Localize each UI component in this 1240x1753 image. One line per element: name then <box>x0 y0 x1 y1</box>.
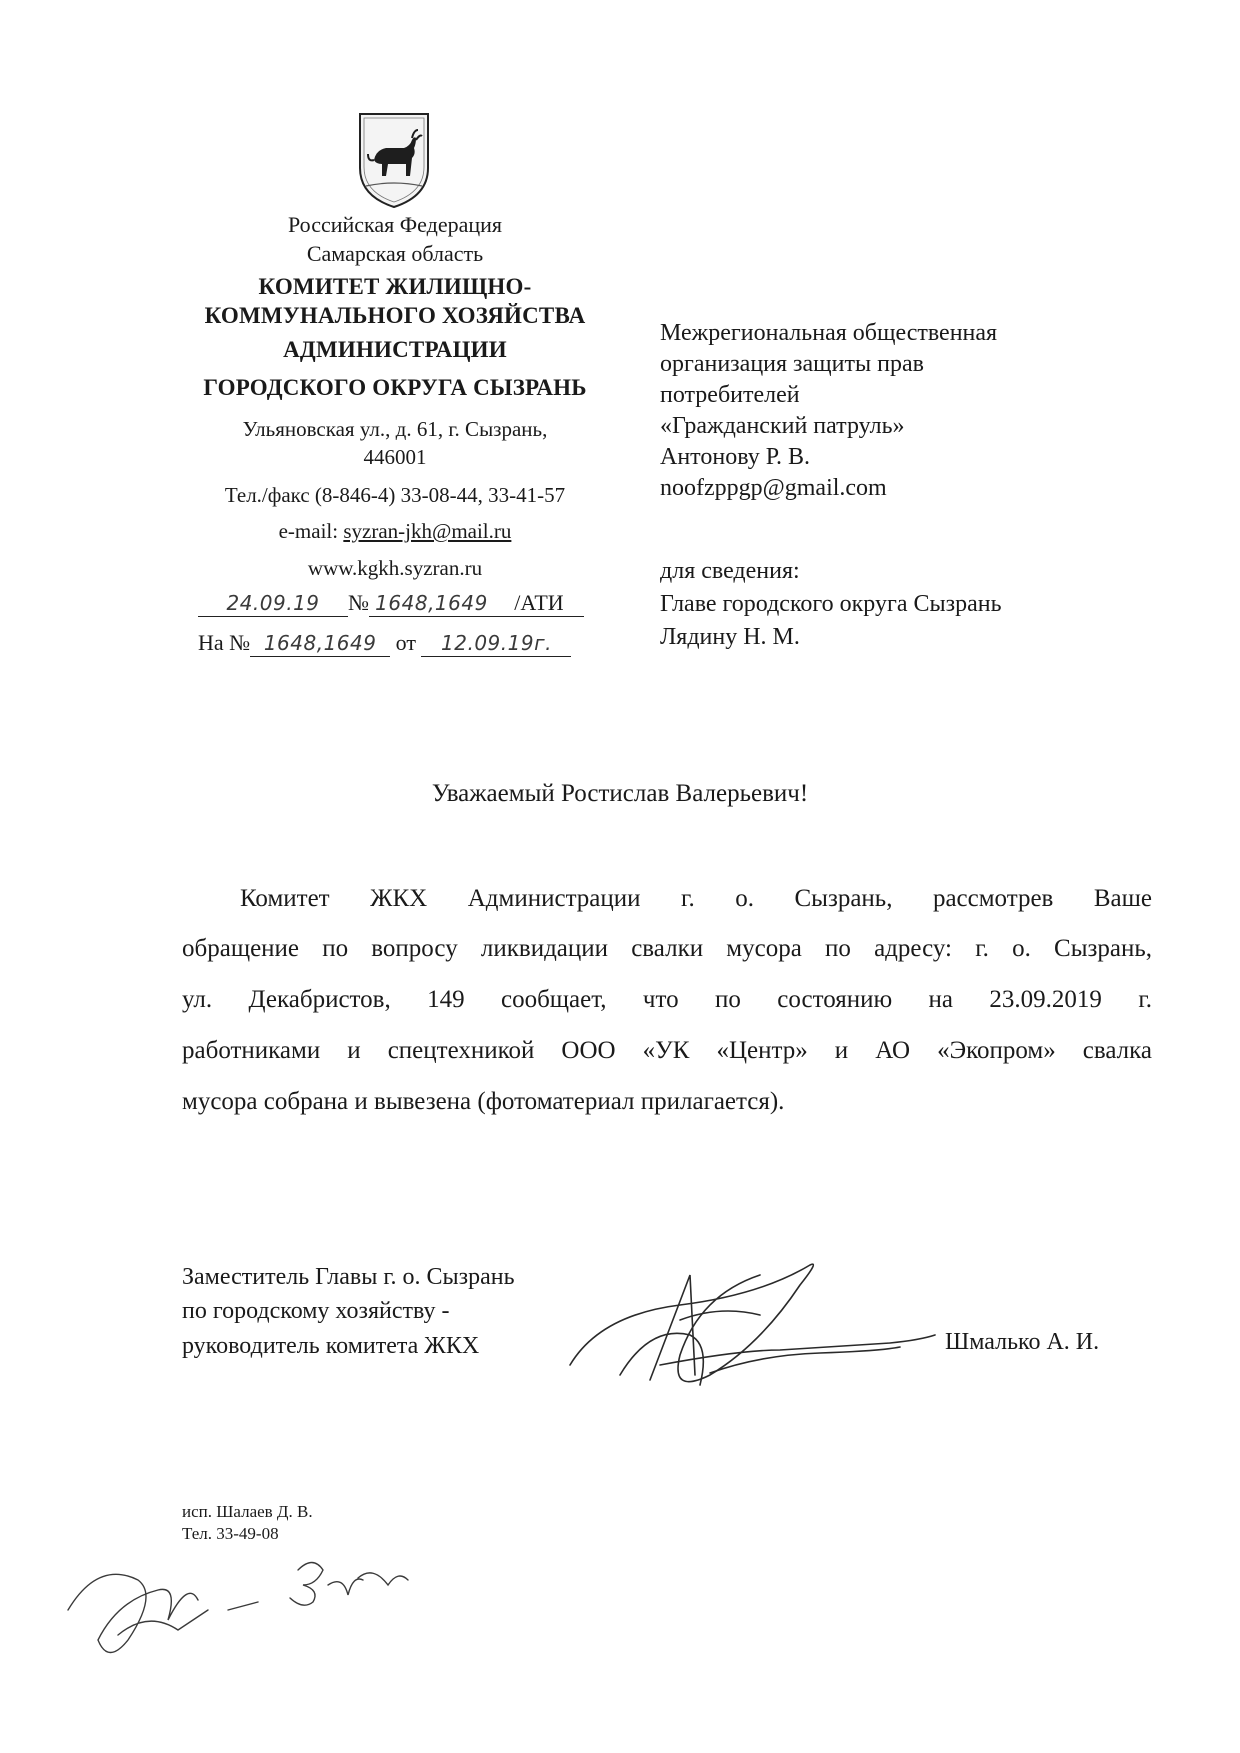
address-line-1: Ульяновская ул., д. 61, г. Сызрань, <box>242 417 548 441</box>
body-line-4: работниками и спецтехникой ООО «УК «Центр» и АО «Экопром» свалка <box>182 1037 1152 1064</box>
org-name-line-3: АДМИНИСТРАЦИИ <box>283 337 507 362</box>
reply-date: 12.09.19г. <box>421 630 571 657</box>
outgoing-suffix: /АТИ <box>494 590 584 617</box>
signer-name: Шмалько А. И. <box>945 1329 1100 1355</box>
body-line-5: мусора собрана и вывезена (фотоматериал прилагается). <box>182 1088 785 1115</box>
signer-position-line-1: Заместитель Главы г. о. Сызрань <box>182 1264 515 1290</box>
email-link[interactable]: syzran-jkh@mail.ru <box>343 519 512 543</box>
executor-phone: Тел. 33-49-08 <box>182 1524 279 1543</box>
coat-of-arms-icon <box>356 110 432 210</box>
addressee-name: Антонову Р. В. <box>660 444 811 470</box>
region-line: Самарская область <box>306 241 484 266</box>
from-label: от <box>395 630 416 655</box>
greeting: Уважаемый Ростислав Валерьевич! <box>431 780 809 807</box>
reply-label: На № <box>198 630 251 655</box>
address-line-2: 446001 <box>363 445 427 469</box>
addressee-email: noofzppgp@gmail.com <box>660 475 887 501</box>
handwritten-note-icon <box>58 1540 418 1670</box>
cc-line-2: Лядину Н. М. <box>660 624 800 650</box>
website-line: www.kgkh.syzran.ru <box>307 556 483 580</box>
body-line-2: обращение по вопросу ликвидации свалки мусора по адресу: г. о. Сызрань, <box>182 935 1152 962</box>
addressee-line-2: организация защиты прав <box>660 351 924 377</box>
executor-name: исп. Шалаев Д. В. <box>182 1502 313 1521</box>
body-line-3: ул. Декабристов, 149 сообщает, что по состоянию на 23.09.2019 г. <box>182 986 1152 1013</box>
org-name-line-4: ГОРОДСКОГО ОКРУГА СЫЗРАНЬ <box>203 375 587 400</box>
org-name-line-2: КОММУНАЛЬНОГО ХОЗЯЙСТВА <box>204 303 586 328</box>
org-name-line-1: КОМИТЕТ ЖИЛИЩНО- <box>258 274 532 299</box>
outgoing-date: 24.09.19 <box>198 590 348 617</box>
addressee-line-1: Межрегиональная общественная <box>660 320 998 346</box>
cc-label: для сведения: <box>660 558 800 584</box>
addressee-line-3: потребителей <box>660 382 800 408</box>
body-line-1: Комитет ЖКХ Администрации г. о. Сызрань, рассмотрев Ваше <box>240 885 1152 912</box>
signer-position-line-3: руководитель комитета ЖКХ <box>182 1333 480 1359</box>
signature-icon <box>560 1255 940 1400</box>
email-label: e-mail: <box>278 519 344 543</box>
outgoing-number: 1648,1649 <box>369 590 494 617</box>
country-line: Российская Федерация <box>287 212 503 237</box>
outgoing-registration <box>198 590 618 617</box>
signer-position-line-2: по городскому хозяйству - <box>182 1298 450 1324</box>
email-line <box>150 518 640 544</box>
cc-line-1: Главе городского округа Сызрань <box>660 591 1002 617</box>
incoming-registration <box>198 630 618 657</box>
reply-number: 1648,1649 <box>250 630 390 657</box>
addressee-line-4: «Гражданский патруль» <box>660 413 905 439</box>
phone-fax-line: Тел./факс (8-846-4) 33-08-44, 33-41-57 <box>224 483 566 507</box>
number-label: № <box>348 590 369 615</box>
